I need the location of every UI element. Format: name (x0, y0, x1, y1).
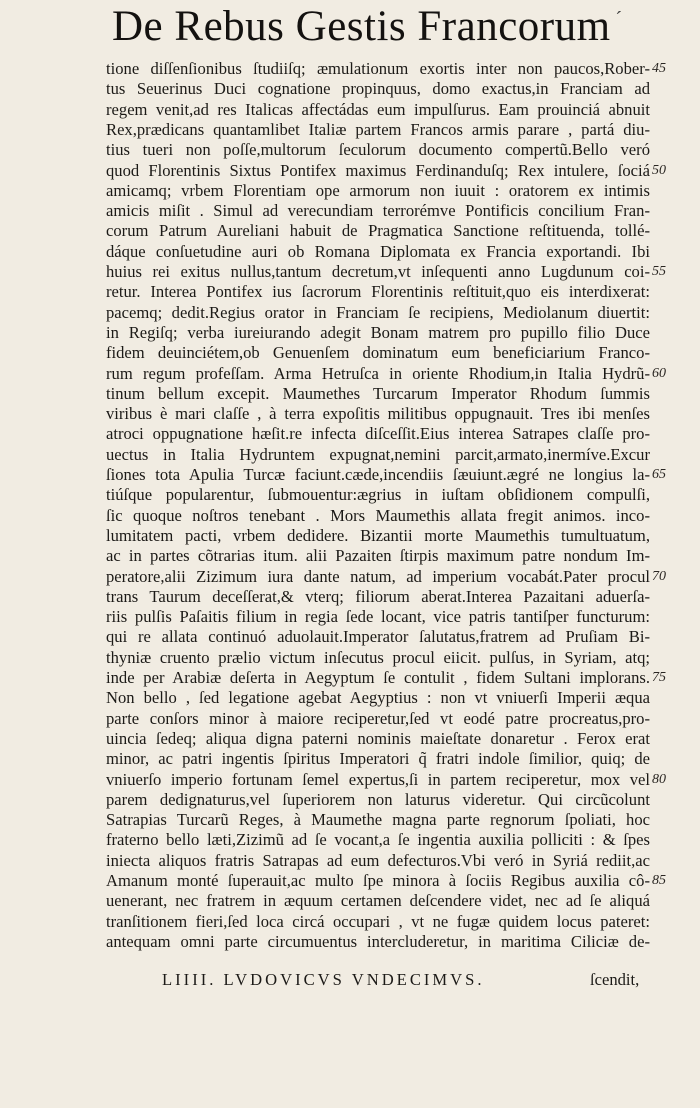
text-line: parte conſors minor à maiore reciperetur,ſed vt eodé patre procreatus,pro- (106, 709, 650, 728)
text-line: uincia ſedeq; aliqua digna paterni nominis maieſtate donaretur . Ferox erat (106, 729, 650, 748)
text-line: parem dedignaturus,vel ſuperiorem non laturus videretur. Qui circũcolunt (106, 790, 650, 809)
text-line: fraterno bello læti,Zizimũ ad ſe vocant,a ſe ingentia auxilia polliciti : & ſpes (106, 831, 650, 850)
text-line: pacemq; dedit.Regius orator in Franciam ſe recipiens, Mediolanum diuertit: (106, 303, 650, 322)
text-line: iniecta aliquos fratris Satrapas ad eum defecturos.Vbi veró in Syriá rediit,ac (106, 851, 650, 870)
text-line: quod Florentinis Sixtus Pontifex maximus Ferdinanduſq; Rex intulere, ſociá (106, 161, 650, 180)
text-line: qui re allata continuó aduolauit.Imperator ſalutatus,fratrem ad Pruſiam Bi- (106, 628, 650, 647)
margin-line-number: 65 (652, 467, 666, 482)
text-line: Amanum monté ſuperauit,ac multo ſpe minora à ſociis Regibus auxilia cô- (106, 872, 650, 890)
catchword: ſcendit, (590, 970, 640, 989)
text-line: minor, ac patri ingentis ſpiritus Imperatori q̃ fratri indole ſimilior, quiq; de (106, 750, 650, 769)
text-line: viribus è mari claſſe , à terra expoſitis militibus oppugnauit. Tres ibi menſes (106, 405, 650, 424)
text-line: antequam omni parte circumuentus intercluderetur, in maritima Ciliciæ de- (106, 932, 650, 951)
text-line: uenerant, nec fratrem in æquum certamen deſcendere videt, nec ad ſe aliquá (106, 892, 650, 911)
text-line: vniuerſo imperio fortunam ſemel expertus,ſi in partem reciperetur, mox vel (106, 770, 650, 789)
text-line: atroci oppugnatione hæſit.re infecta diſceſſit.Eius interea Satrapes claſſe pro- (106, 425, 650, 444)
text-line: riis pulſis Paſaitis filium in regia ſede locant, vice patris tantiſper functurum: (106, 608, 650, 627)
margin-line-number: 45 (652, 61, 666, 76)
text-line: corum Patrum Aureliani habuit de Pragmatica Sanctione reſtituenda, tollé- (106, 222, 650, 241)
text-line: huius rei exitus nullus,tantum decretum,vt inſequenti anno Lugdunum coi- (106, 263, 650, 281)
text-line: tus Seuerinus Duci cognatione propinquus, domo exactus,in Franciam ad (106, 80, 650, 99)
text-line: inde per Arabiæ deſerta in Aegyptum ſe contulit , fidem Sultani implorans. (106, 669, 650, 687)
text-line: uectus in Italia Hydruntem expugnat,nemini parcit,armato,inermíve.Excur (106, 445, 650, 464)
text-line: ſiones tota Apulia Turcæ faciunt.cæde,incendiis ſæuiunt.ægré ne longius la- (106, 466, 650, 484)
text-line: ſic quoque noſtros tenebant . Mors Maumethis allata fregit animos. inco- (106, 506, 650, 525)
text-line: tinum bellum excepit. Maumethes Turcarum Imperator Rhodum ſummis (106, 384, 650, 403)
text-line: amicis miſit . Simul ad verecundiam terrorémve Pontificis concilium Fran- (106, 202, 650, 221)
text-line: retur. Interea Pontifex ius ſacrorum Florentinis reſtituit,quo eis interdixerat: (106, 283, 650, 302)
text-line: tione diſſenſionibus ſtudiiſq; æmulationum exortis inter non paucos,Rober- (106, 60, 650, 78)
text-line: amicamq; vrbem Florentiam ope armorum non iuuit : oratorem ex intimis (106, 181, 650, 200)
text-line: peratore,alii Zizimum iura dante natum, ad imperium vocabát.Pater procul (106, 567, 650, 586)
margin-line-number: 70 (652, 568, 666, 584)
text-line: Satrapias Turcarũ Reges, à Maumethe magna parte regnorum ſpoliati, hoc (106, 811, 650, 830)
margin-line-number: 85 (652, 873, 666, 888)
margin-line-number: 55 (652, 264, 666, 279)
margin-line-number: 60 (652, 365, 666, 381)
text-line: tranſitionem fieri,ſed loca circá occupari , vt ne fugæ quidem locus pateret: (106, 912, 650, 931)
text-line: rum regum profeſſam. Arma Hetruſca in oriente Rhodium,in Italia Hydrũ- (106, 364, 650, 383)
margin-line-number: 80 (652, 771, 666, 787)
text-line: Rex,prædicans quantamlibet Italiæ partem Francos armis parare , partá diu- (106, 120, 650, 139)
text-line: lumitatem pacti, vrbem dedidere. Bizantii morte Maumethis tumultuatum, (106, 526, 650, 545)
margin-line-number: 50 (652, 162, 666, 178)
text-line: trans Taurum deceſſerat,& vterq; filiorum aberat.Interea Pazaitani aduerſa- (106, 587, 650, 606)
catchword-heading: LIIII. LVDOVICVS VNDECIMVS. (162, 970, 485, 989)
text-line: regem venit,ad res Italicas affectádas eum impulſurus. Eam prouinciá abnuit (106, 100, 650, 119)
text-line: ac in partes cõtrarias itum. alii Pazaiten ſtirpis maximum patre nondum Im- (106, 547, 650, 566)
text-line: thyniæ cruento prælio victum inſecutus procul eiicit. pulſus, in Syriam, atq; (106, 648, 650, 667)
text-line: tiúſque popularentur, ſubmouentur:ægrius in iuſtam obſidionem compulſi, (106, 486, 650, 505)
text-line: in Regiſq; verba iureiurando adegit Bonam matrem pro pupillo filio Duce (106, 323, 650, 342)
text-line: fidem deuinciétem,ob Genuenſem dominatum eum beneficiarium Franco- (106, 344, 650, 363)
text-line: Non bello , ſed legatione agebat Aegyptius : non vt vniuerſi Imperii æqua (106, 689, 650, 708)
text-line: tius tueri non poſſe,multorum ſeculorum documento compertũ.Bello veró (106, 141, 650, 160)
running-head: De Rebus Gestis Francorum (112, 3, 611, 50)
text-line: dáque conſuetudine auri ob Romana Diplomata ex Francia exportandi. Ibi (106, 242, 650, 261)
margin-line-number: 75 (652, 670, 666, 685)
head-mark: ´ (615, 8, 622, 30)
